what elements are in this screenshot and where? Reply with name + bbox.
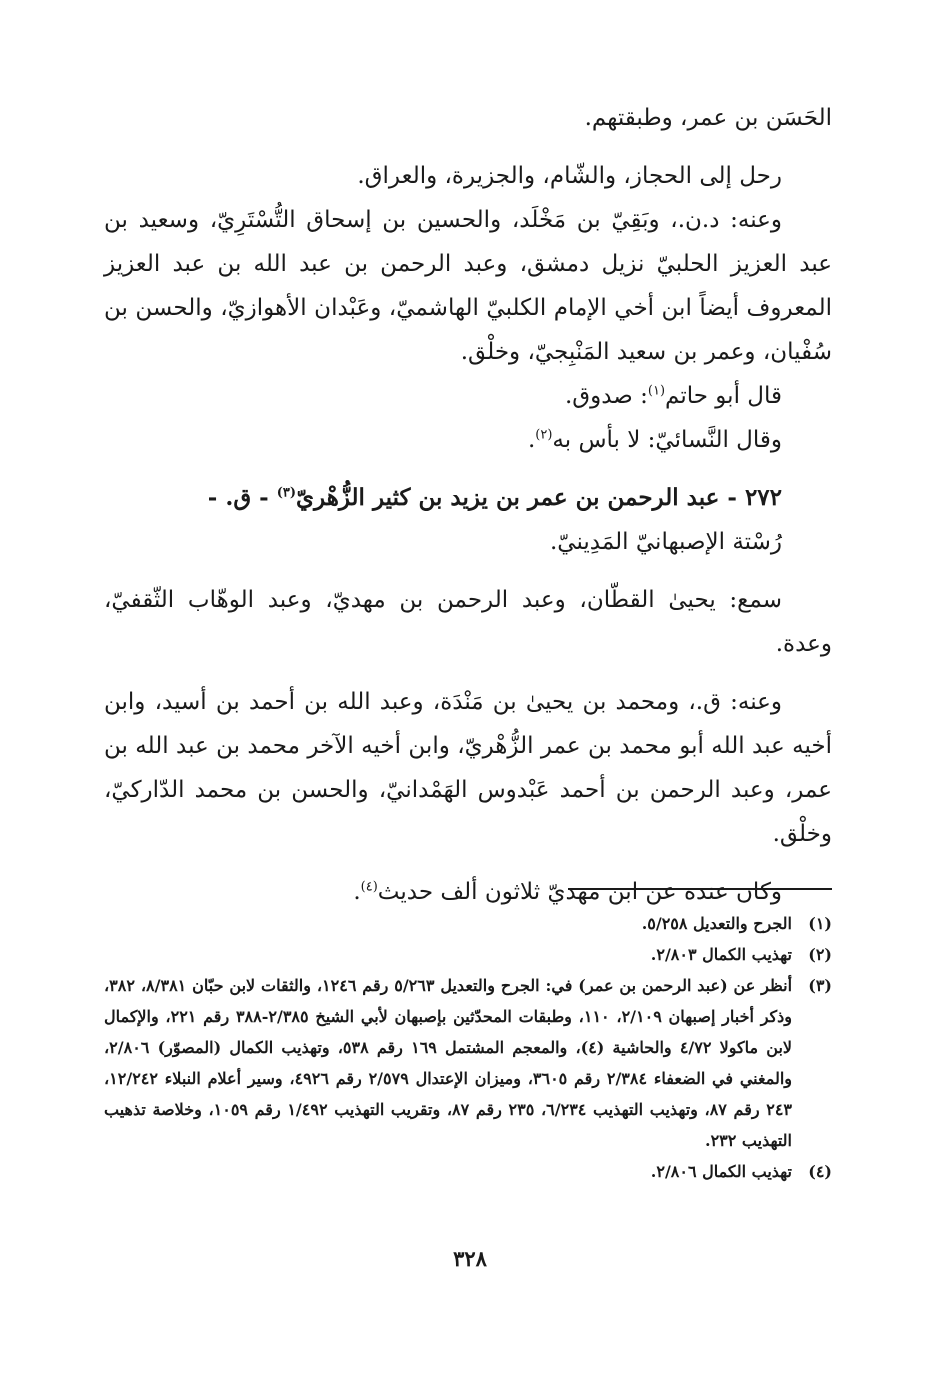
footnote-text: الجرح والتعديل ٥/٢٥٨. (641, 914, 792, 933)
footnotes (104, 908, 832, 1187)
ibn-mahdi-end: . (353, 879, 361, 905)
footnote (104, 1156, 832, 1187)
paragraph-4 (104, 374, 832, 418)
footnote (104, 908, 832, 939)
paragraph-2: رحل إلى الحجاز، والشّام، والجزيرة، والعراق. (357, 163, 782, 189)
paragraph-3: وعنه: د.ن.، وبَقِيّ بن مَخْلَد، والحسين بن إسحاق التُّسْتَرِيّ، وسعيد بن عبد العزيز الحلبيّ نزيل دمشق، وعبد الرحمن بن عبد الله بن عبد العزيز المعروف أيضاً ابن أخي الإمام الكلبيّ الهاشميّ، وعَبْدان الأهوازيّ، والحسن بن سُفْيان، وعمر بن سعيد المَنْبِجيّ، وخلْق. (104, 207, 832, 365)
footnote (104, 939, 832, 970)
footnote-number: (٢) (808, 945, 832, 964)
footnote-divider (568, 888, 832, 890)
footnote-ref-3: (٣) (276, 485, 297, 501)
footnote-ref-4: (٤) (360, 879, 378, 895)
footnote-text: تهذيب الكمال ٢/٨٠٦. (650, 1162, 792, 1181)
nasai-text: وقال النَّسائيّ: لا بأس به (552, 427, 782, 453)
footnote-number: (٣) (808, 976, 832, 995)
footnote-number: (٤) (808, 1162, 832, 1181)
entry-subtitle: رُسْتة الإصبهانيّ المَدِينيّ. (549, 529, 782, 555)
paragraph-7: وعنه: ق.، ومحمد بن يحيىٰ بن مَنْدَة، وعبد الله بن أحمد بن أسيد، وابن أخيه عبد الله أبو محمد بن عمر الزُّهْريّ، وابن أخيه الآخر محمد بن عبد الله بن عمر، وعبد الرحمن بن أحمد عَبْدوس الهَمْدانيّ، والحسن بن محمد الدّاركيّ، وخلْق. (104, 689, 832, 847)
paragraph-6: سمع: يحيىٰ القطّان، وعبد الرحمن بن مهديّ، وعبد الوهّاب الثّقفيّ، وعدة. (104, 587, 832, 657)
abu-hatim-verdict: : صدوق. (564, 383, 648, 409)
footnote-ref-2: (٢) (535, 427, 553, 443)
footnote-number: (١) (808, 914, 832, 933)
paragraph-1: الحَسَن بن عمر، وطبقتهم. (584, 105, 832, 131)
paragraph-5 (104, 418, 832, 462)
page-number: ٣٢٨ (453, 1246, 487, 1271)
footnote-text: تهذيب الكمال ٢/٨٠٣. (650, 945, 792, 964)
footnote-ref-1: (١) (647, 383, 666, 399)
ibn-mahdi-text: وكان عنده عن ابن مهديّ ثلاثون ألف حديث (377, 879, 782, 905)
footnote (104, 970, 832, 1156)
abu-hatim-text: قال أبو حاتم (665, 383, 782, 409)
main-text (104, 96, 832, 914)
entry-heading (104, 476, 832, 520)
entry-title: ٢٧٢ - عبد الرحمن بن عمر بن يزيد بن كثير الزُّهْريّ (296, 484, 782, 511)
entry-code: - ق. - (207, 484, 277, 511)
footnote-text: أنظر عن (عبد الرحمن بن عمر) في: الجرح والتعديل ٥/٢٦٣ رقم ١٢٤٦، والثقات لابن حبّان ٨/٣٨١، ٣٨٢، وذكر أخبار إصبهان ٢/١٠٩، ١١٠، وطبقات المحدّثين بإصبهان لأبي الشيخ ٢/٣٨٥-٣٨٨ رقم ٢٢١، والإكمال لابن ماكولا ٤/٧٢ والحاشية (٤)، والمعجم المشتمل ١٦٩ رقم ٥٣٨، وتهذيب الكمال (المصوّر) ٢/٨٠٦، والمغني في الضعفاء ٢/٣٨٤ رقم ٣٦٠٥، وميزان الإعتدال ٢/٥٧٩ رقم ٤٩٢٦، وسير أعلام النبلاء ١٢/٢٤٢، ٢٤٣ رقم ٨٧، وتهذيب التهذيب ٦/٢٣٤، ٢٣٥ رقم ٨٧، وتقريب التهذيب ١/٤٩٢ رقم ١٠٥٩، وخلاصة تذهيب التهذيب ٢٣٢. (104, 976, 793, 1150)
nasai-end: . (527, 427, 536, 453)
